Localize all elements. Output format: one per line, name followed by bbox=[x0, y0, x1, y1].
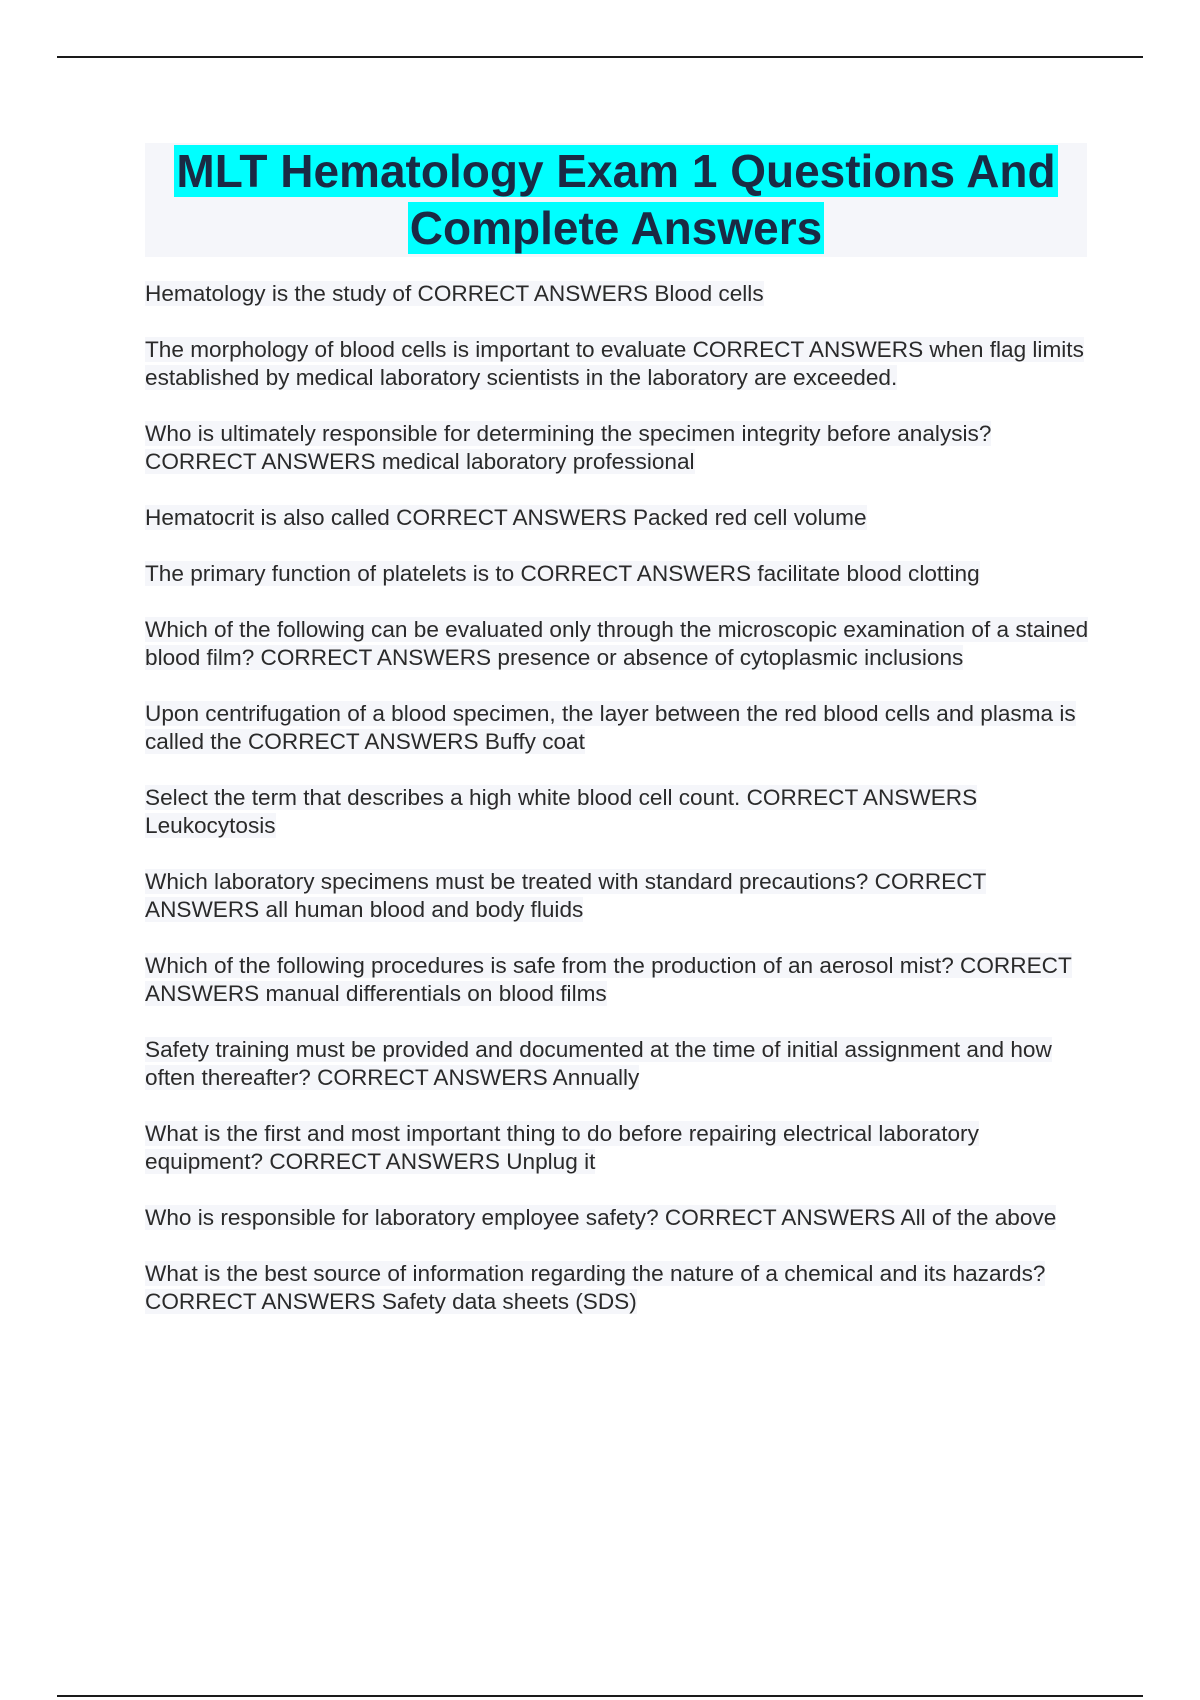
header-rule bbox=[57, 56, 1143, 58]
document-title bbox=[145, 143, 1087, 257]
qa-item: Upon centrifugation of a blood specimen, the layer between the red blood cells and plasma is called the CORRECT ANSWERS Buffy coat bbox=[145, 701, 1076, 754]
qa-item: Hematology is the study of CORRECT ANSWERS Blood cells bbox=[145, 281, 764, 306]
qa-item: Who is ultimately responsible for determining the specimen integrity before analysis? CORRECT ANSWERS medical laboratory professional bbox=[145, 421, 992, 474]
qa-item: The morphology of blood cells is important to evaluate CORRECT ANSWERS when flag limits established by medical laboratory scientists in the laboratory are exceeded. bbox=[145, 337, 1084, 390]
qa-item: Safety training must be provided and documented at the time of initial assignment and how often thereafter? CORRECT ANSWERS Annually bbox=[145, 1037, 1052, 1090]
qa-item: Which laboratory specimens must be treated with standard precautions? CORRECT ANSWERS all human blood and body fluids bbox=[145, 869, 987, 922]
qa-item: Who is responsible for laboratory employee safety? CORRECT ANSWERS All of the above bbox=[145, 1205, 1057, 1230]
qa-list bbox=[145, 280, 1095, 1344]
qa-item: Select the term that describes a high white blood cell count. CORRECT ANSWERS Leukocytosis bbox=[145, 785, 978, 838]
title-line-1: MLT Hematology Exam 1 Questions And bbox=[176, 145, 1056, 197]
qa-item: Hematocrit is also called CORRECT ANSWERS Packed red cell volume bbox=[145, 505, 867, 530]
qa-item: What is the best source of information regarding the nature of a chemical and its hazards? CORRECT ANSWERS Safety data sheets (SDS) bbox=[145, 1261, 1046, 1314]
qa-item: Which of the following can be evaluated only through the microscopic examination of a stained blood film? CORRECT ANSWERS presence or absence of cytoplasmic inclusions bbox=[145, 617, 1089, 670]
qa-item: The primary function of platelets is to CORRECT ANSWERS facilitate blood clotting bbox=[145, 561, 980, 586]
footer-rule bbox=[57, 1695, 1143, 1697]
qa-item: Which of the following procedures is safe from the production of an aerosol mist? CORRECT ANSWERS manual differentials on blood films bbox=[145, 953, 1072, 1006]
title-line-2: Complete Answers bbox=[409, 202, 823, 254]
qa-item: What is the first and most important thing to do before repairing electrical laboratory equipment? CORRECT ANSWERS Unplug it bbox=[145, 1121, 979, 1174]
